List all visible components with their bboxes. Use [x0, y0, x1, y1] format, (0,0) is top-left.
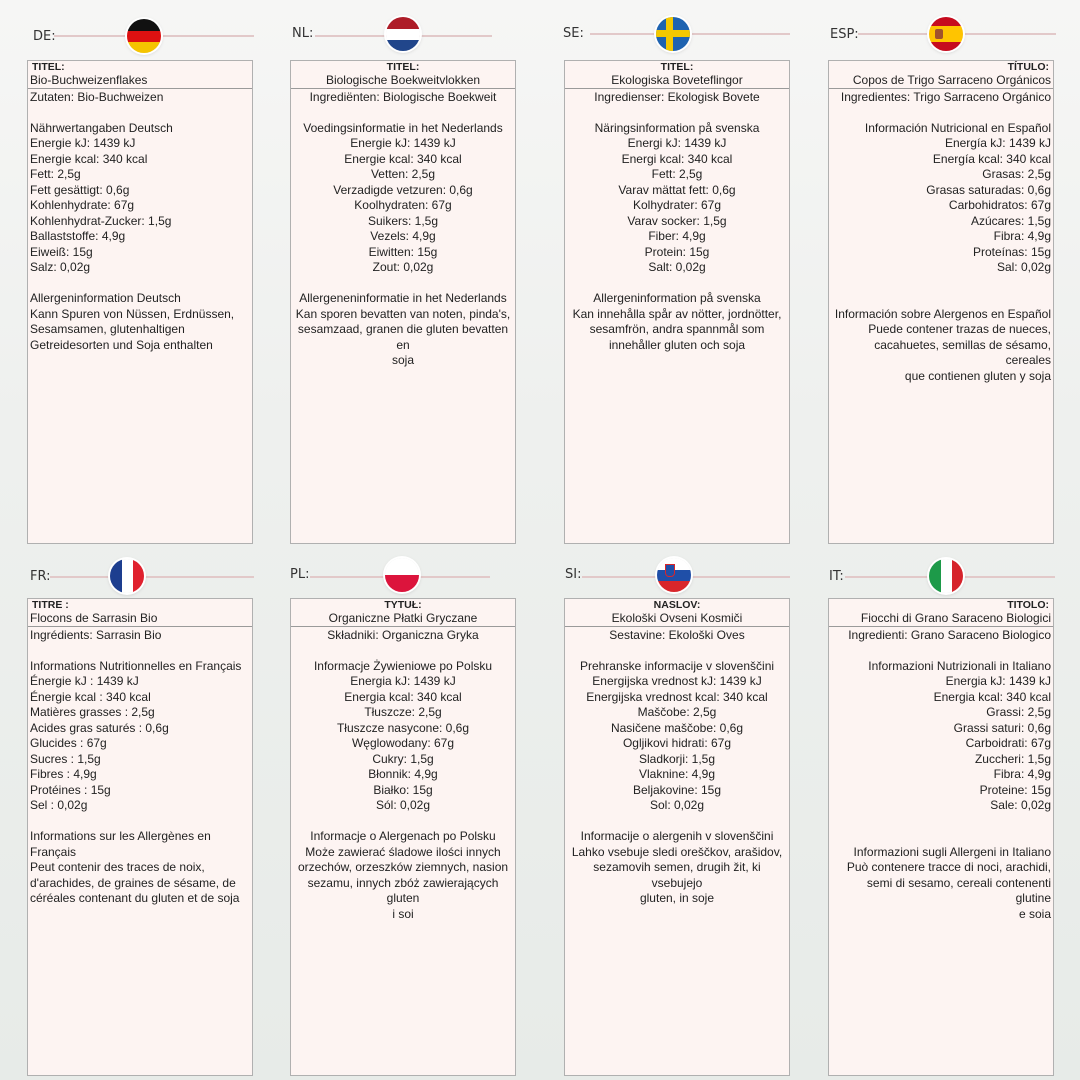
info-card-de	[27, 60, 253, 544]
product-title: Fiocchi di Grano Saraceno Biologici	[860, 611, 1051, 625]
product-title: Biologische Boekweitvlokken	[325, 73, 481, 87]
ingredients-text: Ingredienti: Grano Saraceno Biologico	[848, 628, 1051, 642]
poland-flag-icon	[385, 558, 419, 592]
title-label: TITEL:	[386, 61, 420, 73]
nutrition-allergen-text: Información Nutricional en Español Energía kJ: 1439 kJ Energía kcal: 340 kcal Grasas: 2,5g Grasas saturadas: 0,6g Carbohidratos: 67g Azúcares: 1,5g Fibra: 4,9g Proteínas: 15g Sal: 0,02g Información sobre Alergenos en Español Puede contener trazas de nueces, cacahuetes, semillas de sésamo, cereales que contienen gluten y soja	[834, 120, 1051, 383]
ingredients-text: Ingredienser: Ekologisk Bovete	[594, 90, 760, 104]
nutrition-allergen-text: Informazioni Nutrizionali in Italiano Energia kJ: 1439 kJ Energia kcal: 340 kcal Grassi: 2,5g Grassi saturi: 0,6g Carboidrati: 67g Zuccheri: 1,5g Fibra: 4,9g Proteine: 15g Sale: 0,02g Informazioni sugli Allergeni in Italiano Può contenere tracce di noci, arachidi, semi di sesamo, cereali contenenti glutine e soia	[846, 658, 1051, 921]
title-label: TITEL:	[32, 61, 65, 73]
product-title: Organiczne Płatki Gryczane	[328, 611, 478, 625]
ingredients-text: Ingrédients: Sarrasin Bio	[30, 628, 162, 642]
product-title: Bio-Buchweizenflakes	[30, 73, 148, 87]
language-code-si: SI:	[565, 567, 582, 582]
info-card-fr	[27, 598, 253, 1076]
language-code-fr: FR:	[30, 569, 51, 584]
header-divider	[50, 576, 254, 578]
info-card-nl	[290, 60, 516, 544]
product-title: Ekološki Ovseni Kosmiči	[611, 611, 743, 625]
germany-flag-icon	[127, 19, 161, 53]
nutrition-allergen-text: Informations Nutritionnelles en Français Énergie kJ : 1439 kJ Énergie kcal : 340 kcal Matières grasses : 2,5g Acides gras saturés : 0,6g Glucides : 67g Sucres : 1,5g Fibres : 4,9g Protéines : 15g Sel : 0,02g Informations sur les Allergènes en Français Peut contenir des traces de noix, d'arachides, de graines de sésame, de céréales contenant du gluten et de soja	[30, 658, 242, 905]
title-label: TITEL:	[660, 61, 694, 73]
ingredients-text: Składniki: Organiczna Gryka	[327, 628, 479, 642]
product-title: Ekologiska Boveteflingor	[611, 73, 743, 87]
ingredients-text: Zutaten: Bio-Buchweizen	[30, 90, 164, 104]
product-title: Flocons de Sarrasin Bio	[30, 611, 158, 625]
product-title: Copos de Trigo Sarraceno Orgánicos	[852, 73, 1051, 87]
language-code-de: DE:	[33, 29, 56, 44]
info-card-esp	[828, 60, 1054, 544]
nutrition-allergen-text: Nährwertangaben Deutsch Energie kJ: 1439 kJ Energie kcal: 340 kcal Fett: 2,5g Fett gesättigt: 0,6g Kohlenhydrate: 67g Kohlenhydrat-Zucker: 1,5g Ballaststoffe: 4,9g Eiweiß: 15g Salz: 0,02g Allergeninformation Deutsch Kann Spuren von Nüssen, Erdnüssen, Sesamsamen, glutenhaltigen Getreidesorten und Soja enthalten	[30, 120, 235, 352]
nutrition-allergen-text: Prehranske informacije v slovenščini Energijska vrednost kJ: 1439 kJ Energijska vrednost kcal: 340 kcal Maščobe: 2,5g Nasičene maščobe: 0,6g Ogljikovi hidrati: 67g Sladkorji: 1,5g Vlaknine: 4,9g Beljakovine: 15g Sol: 0,02g Informacije o alergenih v slovenščini Lahko vsebuje sledi oreščkov, arašidov, sezamovih semen, drugih žit, ki vsebujejo gluten, in soje	[571, 658, 783, 905]
title-label: TYTUŁ:	[384, 599, 422, 611]
nutrition-allergen-text: Voedingsinformatie in het Nederlands Energie kJ: 1439 kJ Energie kcal: 340 kcal Vetten: 2,5g Verzadigde vetzuren: 0,6g Koolhydraten: 67g Suikers: 1,5g Vezels: 4,9g Eiwitten: 15g Zout: 0,02g Allergeneninformatie in het Nederlands Kan sporen bevatten van noten, pinda's, sesamzaad, granen die gluten bevatten en soja	[295, 120, 511, 367]
info-card-se	[564, 60, 790, 544]
title-label: TÍTULO:	[1007, 61, 1049, 73]
nutrition-allergen-text: Näringsinformation på svenska Energi kJ: 1439 kJ Energi kcal: 340 kcal Fett: 2,5g Varav mättat fett: 0,6g Kolhydrater: 67g Varav socker: 1,5g Fiber: 4,9g Protein: 15g Salt: 0,02g Allergeninformation på svenska Kan innehålla spår av nötter, jordnötter, sesamfrön, andra spannmål som innehåller gluten och soja	[572, 120, 782, 352]
language-code-se: SE:	[563, 26, 584, 41]
slovenia-flag-icon	[657, 558, 691, 592]
title-label: TITOLO:	[1007, 599, 1049, 611]
info-card-pl	[290, 598, 516, 1076]
title-label: TITRE :	[32, 599, 69, 611]
spain-flag-icon	[929, 17, 963, 51]
language-code-esp: ESP:	[830, 27, 859, 42]
info-card-it	[828, 598, 1054, 1076]
ingredients-text: Sestavine: Ekološki Oves	[609, 628, 745, 642]
nutrition-allergen-text: Informacje Żywieniowe po Polsku Energia kJ: 1439 kJ Energia kcal: 340 kcal Tłuszcze: 2,5g Tłuszcze nasycone: 0,6g Węglowodany: 67g Cukry: 1,5g Błonnik: 4,9g Białko: 15g Sól: 0,02g Informacje o Alergenach po Polsku Może zawierać śladowe ilości innych orzechów, orzeszków ziemnych, nasion sezamu, innych zbóż zawierających gluten i soi	[297, 658, 509, 921]
france-flag-icon	[110, 559, 144, 593]
sweden-flag-icon	[656, 17, 690, 51]
italy-flag-icon	[929, 559, 963, 593]
header-divider	[590, 33, 790, 35]
language-code-nl: NL:	[292, 26, 314, 41]
info-card-si	[564, 598, 790, 1076]
language-code-pl: PL:	[290, 567, 310, 582]
ingredients-text: Ingredientes: Trigo Sarraceno Orgánico	[840, 90, 1051, 104]
netherlands-flag-icon	[386, 17, 420, 51]
title-label: NASLOV:	[653, 599, 701, 611]
language-code-it: IT:	[829, 569, 844, 584]
ingredients-text: Ingrediënten: Biologische Boekweit	[309, 90, 497, 104]
